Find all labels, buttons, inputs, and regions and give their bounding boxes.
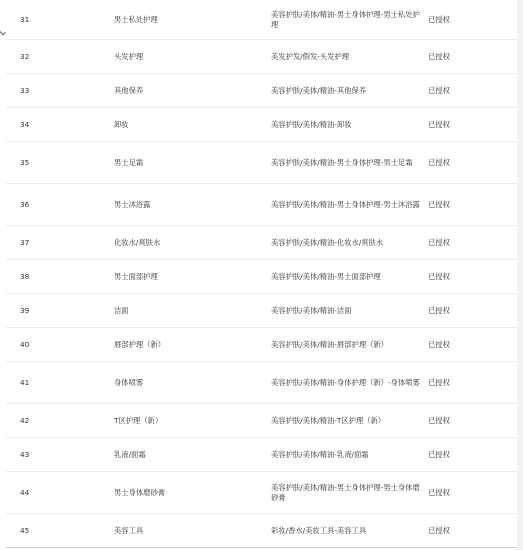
- row-index: 33: [20, 85, 30, 95]
- row-category-path: 美容护肤/美体/精油-身体护理（新）-身体喷雾: [271, 377, 420, 387]
- row-category-name: 乳液/面霜: [114, 449, 146, 459]
- row-category-name: 男士沐浴露: [114, 199, 151, 209]
- row-category-path: 美容护肤/美体/精油-洁面: [271, 305, 352, 315]
- row-index: 34: [20, 119, 30, 129]
- row-status: 已授权: [428, 339, 450, 349]
- row-index: 44: [20, 487, 30, 497]
- row-index: 41: [20, 377, 30, 387]
- row-status: 已授权: [428, 377, 450, 387]
- row-category-path: 美容护肤/美体/精油-T区护理（新）: [271, 415, 386, 425]
- table-row: [6, 328, 517, 362]
- row-category-path: 美容护肤/美体/精油-男士身体护理-男士足霜: [271, 157, 413, 167]
- row-category-path: 彩妆/香水/美妆工具-美容工具: [271, 525, 367, 535]
- category-table: [6, 0, 517, 548]
- table-row: [6, 260, 517, 294]
- row-category-path: 美容护肤/美体/精油-乳液/面霜: [271, 449, 369, 459]
- row-category-path: 美容护肤/美体/精油-卸妆: [271, 119, 352, 129]
- row-category-path: 美容护肤/美体/精油-男士面部护理: [271, 271, 381, 281]
- row-category-name: 洁面: [114, 305, 129, 315]
- row-index: 43: [20, 449, 30, 459]
- table-row: [6, 74, 517, 108]
- row-category-path: 美容护肤/美体/精油-唇部护理（新）: [271, 339, 389, 349]
- table-row: [6, 514, 517, 548]
- chevron-icon: [0, 28, 6, 36]
- row-status: 已授权: [428, 415, 450, 425]
- row-category-path: 美容护肤/美体/精油-男士身体护理-男士身体磨砂膏: [271, 482, 420, 502]
- row-index: 38: [20, 271, 30, 281]
- row-index: 40: [20, 339, 30, 349]
- table-row: [6, 438, 517, 472]
- row-index: 42: [20, 415, 30, 425]
- row-category-name: 身体喷雾: [114, 377, 144, 387]
- table-row: [6, 294, 517, 328]
- row-category-name: 男士面部护理: [114, 271, 158, 281]
- table-row: [6, 362, 517, 404]
- row-status: 已授权: [428, 199, 450, 209]
- table-row: [6, 404, 517, 438]
- table-row: [6, 142, 517, 184]
- row-category-name: 男士私处护理: [114, 14, 158, 24]
- row-status: 已授权: [428, 51, 450, 61]
- row-category-name: 卸妆: [114, 119, 129, 129]
- row-index: 45: [20, 525, 30, 535]
- row-category-name: T区护理（新）: [114, 415, 163, 425]
- row-category-path: 美发护发/假发-头发护理: [271, 51, 350, 61]
- row-index: 39: [20, 305, 30, 315]
- table-row: [6, 0, 517, 40]
- row-status: 已授权: [428, 305, 450, 315]
- row-status: 已授权: [428, 487, 450, 497]
- row-status: 已授权: [428, 157, 450, 167]
- row-status: 已授权: [428, 237, 450, 247]
- table-row: [6, 40, 517, 74]
- row-status: 已授权: [428, 449, 450, 459]
- row-category-name: 美容工具: [114, 525, 144, 535]
- row-category-path: 美容护肤/美体/精油-男士身体护理-男士沐浴露: [271, 199, 420, 209]
- table-row: [6, 226, 517, 260]
- row-status: 已授权: [428, 14, 450, 24]
- row-status: 已授权: [428, 85, 450, 95]
- row-category-name: 其他保养: [114, 85, 144, 95]
- row-index: 36: [20, 199, 30, 209]
- row-category-path: 美容护肤/美体/精油-化妆水/爽肤水: [271, 237, 384, 247]
- row-category-path: 美容护肤/美体/精油-其他保养: [271, 85, 367, 95]
- row-status: 已授权: [428, 271, 450, 281]
- row-index: 31: [20, 14, 30, 24]
- row-category-name: 唇部护理（新）: [114, 339, 166, 349]
- row-index: 37: [20, 237, 30, 247]
- row-category-name: 男士足霜: [114, 157, 144, 167]
- row-category-name: 化妆水/爽肤水: [114, 237, 161, 247]
- row-status: 已授权: [428, 525, 450, 535]
- row-status: 已授权: [428, 119, 450, 129]
- row-index: 35: [20, 157, 30, 167]
- row-category-name: 男士身体磨砂膏: [114, 487, 166, 497]
- row-category-name: 头发护理: [114, 51, 144, 61]
- row-index: 32: [20, 51, 30, 61]
- table-row: [6, 108, 517, 142]
- table-row: [6, 184, 517, 226]
- table-row: [6, 472, 517, 514]
- row-category-path: 美容护肤/美体/精油-男士身体护理-男士私处护理: [271, 9, 420, 29]
- scrollbar-track[interactable]: [517, 0, 523, 550]
